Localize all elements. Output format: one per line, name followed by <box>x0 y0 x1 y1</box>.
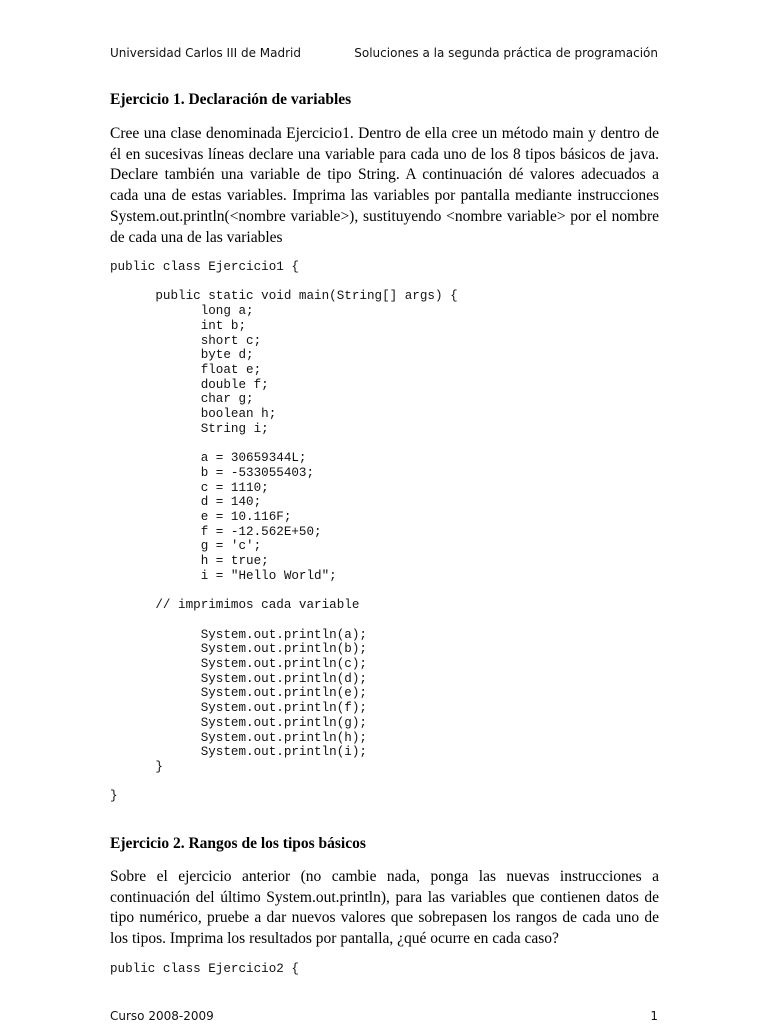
exercise-1-code-block: public class Ejercicio1 { public static void main(String[] args) { long a; int b; short c; byte d; float e; double f; char g; boolean h; String i; a = 30659344L; b = -533055403; c = 1110; d = 140; e = 10.116F; f = -12.562E+50; g = 'c'; h = true; i = "Hello World"; // imprimimos cada variable System.out.println(a); System.out.println(b); System.out.println(c); System.out.println(d); System.out.println(e); System.out.println(f); System.out.println(g); System.out.println(h); System.out.println(i); } } <box>110 260 458 804</box>
exercise-2-heading: Ejercicio 2. Rangos de los tipos básicos <box>110 835 366 852</box>
exercise-1-statement: Cree una clase denominada Ejercicio1. Dentro de ella cree un método main y dentro de él en sucesivas líneas declare una variable para cada uno de los 8 tipos básicos de java. Declare también una variable de tipo String. A continuación dé valores adecuados a cada una de estas variables. Imprima las variables por pantalla mediante instrucciones System.out.println(<nombre variable>), sustituyendo <nombre variable> por el nombre de cada una de las variables <box>110 125 659 246</box>
header-university: Universidad Carlos III de Madrid <box>110 46 301 60</box>
page-footer <box>110 1009 658 1023</box>
exercise-2-statement: Sobre el ejercicio anterior (no cambie nada, ponga las nuevas instrucciones a continuación del último System.out.println), para las variables que contienen datos de tipo numérico, pruebe a dar nuevos valores que sobrepasen los rangos de cada uno de los tipos. Imprima los resultados por pantalla, ¿qué ocurre en cada caso? <box>110 868 659 948</box>
header-document-title: Soluciones a la segunda práctica de programación <box>354 46 658 60</box>
page-header <box>110 46 658 60</box>
footer-course: Curso 2008-2009 <box>110 1009 214 1023</box>
exercise-1-heading: Ejercicio 1. Declaración de variables <box>110 91 352 108</box>
exercise-2-code-block: public class Ejercicio2 { <box>110 962 299 976</box>
footer-page-number: 1 <box>650 1009 658 1023</box>
